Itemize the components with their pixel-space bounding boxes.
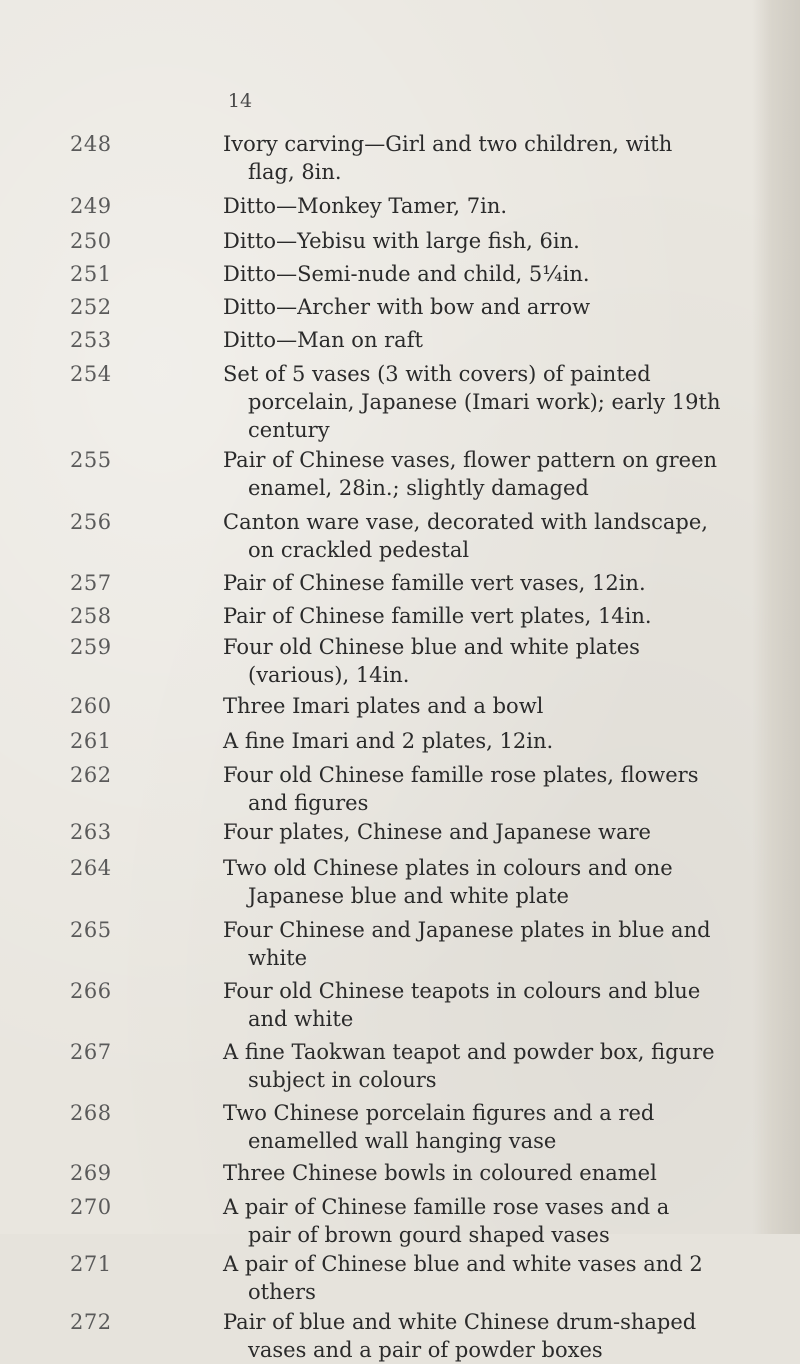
lot-description-continuation: (various), 14in. [248, 663, 410, 688]
lot-description-continuation: and white [248, 1007, 354, 1032]
lot-number: 271 [70, 1252, 112, 1277]
lot-description [223, 727, 738, 755]
lot-number: 262 [70, 763, 112, 788]
lot-number: 264 [70, 856, 112, 881]
lot-number: 249 [70, 194, 112, 219]
lot-number: 265 [70, 917, 112, 942]
lot-description-continuation: Japanese blue and white plate [248, 884, 569, 909]
lot-description [223, 977, 738, 1033]
lot-description-line: Four old Chinese teapots in colours and blue [223, 979, 701, 1004]
lot-description-line: Pair of Chinese famille vert plates, 14in. [223, 603, 652, 628]
lot-number: 260 [70, 693, 112, 718]
lot-description [223, 602, 738, 630]
lot-number: 251 [70, 262, 112, 287]
lot-number: 266 [70, 979, 112, 1004]
lot-description-line: Pair of blue and white Chinese drum-shaped [223, 1309, 697, 1334]
lot-number: 255 [70, 448, 112, 473]
lot-description [223, 326, 738, 354]
lot-description [223, 692, 738, 720]
lot-description [223, 508, 738, 564]
lot-description-line: Four old Chinese famille rose plates, flowers [223, 763, 699, 788]
lot-description-line: Ivory carving—Girl and two children, with [223, 132, 673, 156]
lot-number: 272 [70, 1309, 112, 1334]
lot-description-line: A pair of Chinese famille rose vases and a [223, 1194, 670, 1219]
lot-number: 263 [70, 820, 112, 845]
lot-number: 267 [70, 1039, 112, 1064]
lot-description-line: A pair of Chinese blue and white vases and 2 [223, 1252, 703, 1277]
lot-description-continuation: subject in colours [248, 1067, 437, 1092]
lot-description-line: Four Chinese and Japanese plates in blue and [223, 917, 711, 942]
lot-description-line: Ditto—Monkey Tamer, 7in. [223, 194, 508, 219]
lot-description [223, 227, 738, 255]
lot-description-continuation: and figures [248, 791, 369, 816]
lot-description [223, 446, 738, 502]
lot-description-line: Ditto—Archer with bow and arrow [223, 294, 591, 319]
lot-description-line: Four old Chinese blue and white plates [223, 635, 640, 660]
lot-description-continuation: others [248, 1280, 316, 1305]
lot-description-continuation: enamel, 28in.; slightly damaged [248, 476, 589, 501]
lot-description-line: Three Imari plates and a bowl [223, 693, 544, 718]
lot-description-line: Ditto—Yebisu with large fish, 6in. [223, 228, 580, 253]
lot-description-line: Ditto—Man on raft [223, 328, 423, 353]
lot-description [223, 1250, 738, 1306]
lot-description-line: A fine Taokwan teapot and powder box, figure [223, 1039, 715, 1064]
lot-description [223, 569, 738, 597]
lot-number: 254 [70, 361, 112, 386]
lot-description-continuation: flag, 8in. [248, 160, 342, 184]
lot-description [223, 1308, 738, 1364]
lot-number: 269 [70, 1160, 112, 1185]
lot-description [223, 1193, 738, 1249]
lot-description [223, 854, 738, 910]
lot-description [223, 818, 738, 846]
lot-description-continuation: enamelled wall hanging vase [248, 1129, 557, 1154]
lot-description [223, 761, 738, 817]
lot-description [223, 633, 738, 689]
page-number: 14 [227, 90, 253, 112]
lot-description [223, 1038, 738, 1094]
lot-description-line: Three Chinese bowls in coloured enamel [223, 1160, 657, 1185]
lot-number: 248 [70, 132, 112, 156]
lot-description [223, 360, 738, 444]
lot-number: 259 [70, 635, 112, 660]
lot-description-line: Pair of Chinese famille vert vases, 12in. [223, 570, 646, 595]
lot-number: 250 [70, 228, 112, 253]
lot-number: 253 [70, 328, 112, 353]
lot-description-line: Two old Chinese plates in colours and one [223, 856, 673, 881]
lot-number: 257 [70, 570, 112, 595]
lot-description-continuation: vases and a pair of powder boxes [248, 1337, 603, 1362]
lot-description-line: Ditto—Semi-nude and child, 5¼in. [223, 262, 590, 287]
lot-description-continuation: pair of brown gourd shaped vases [248, 1222, 610, 1247]
lot-description-line: Two Chinese porcelain figures and a red [223, 1101, 655, 1126]
lot-number: 261 [70, 729, 112, 754]
lot-description-line: A fine Imari and 2 plates, 12in. [223, 729, 554, 754]
lot-number: 258 [70, 603, 112, 628]
lot-description [223, 293, 738, 321]
lot-number: 268 [70, 1101, 112, 1126]
lot-description-continuation: white [248, 945, 308, 970]
lot-description-line: Pair of Chinese vases, flower pattern on green [223, 448, 718, 473]
lot-description-line: Four plates, Chinese and Japanese ware [223, 820, 651, 845]
lot-number: 252 [70, 294, 112, 319]
lot-description [223, 916, 738, 972]
lot-description-continuation: porcelain, Japanese (Imari work); early 19th century [248, 389, 721, 442]
lot-description-continuation: on crackled pedestal [248, 537, 470, 562]
lot-description [223, 1099, 738, 1155]
lot-description [223, 1159, 738, 1187]
lot-description-line: Canton ware vase, decorated with landscape, [223, 509, 708, 534]
lot-description [223, 260, 738, 288]
lot-description [223, 130, 738, 186]
lot-description [223, 192, 738, 220]
page-edge-shadow [752, 0, 800, 1234]
lot-description-line: Set of 5 vases (3 with covers) of painted [223, 361, 651, 386]
lot-number: 270 [70, 1194, 112, 1219]
lot-number: 256 [70, 509, 112, 534]
